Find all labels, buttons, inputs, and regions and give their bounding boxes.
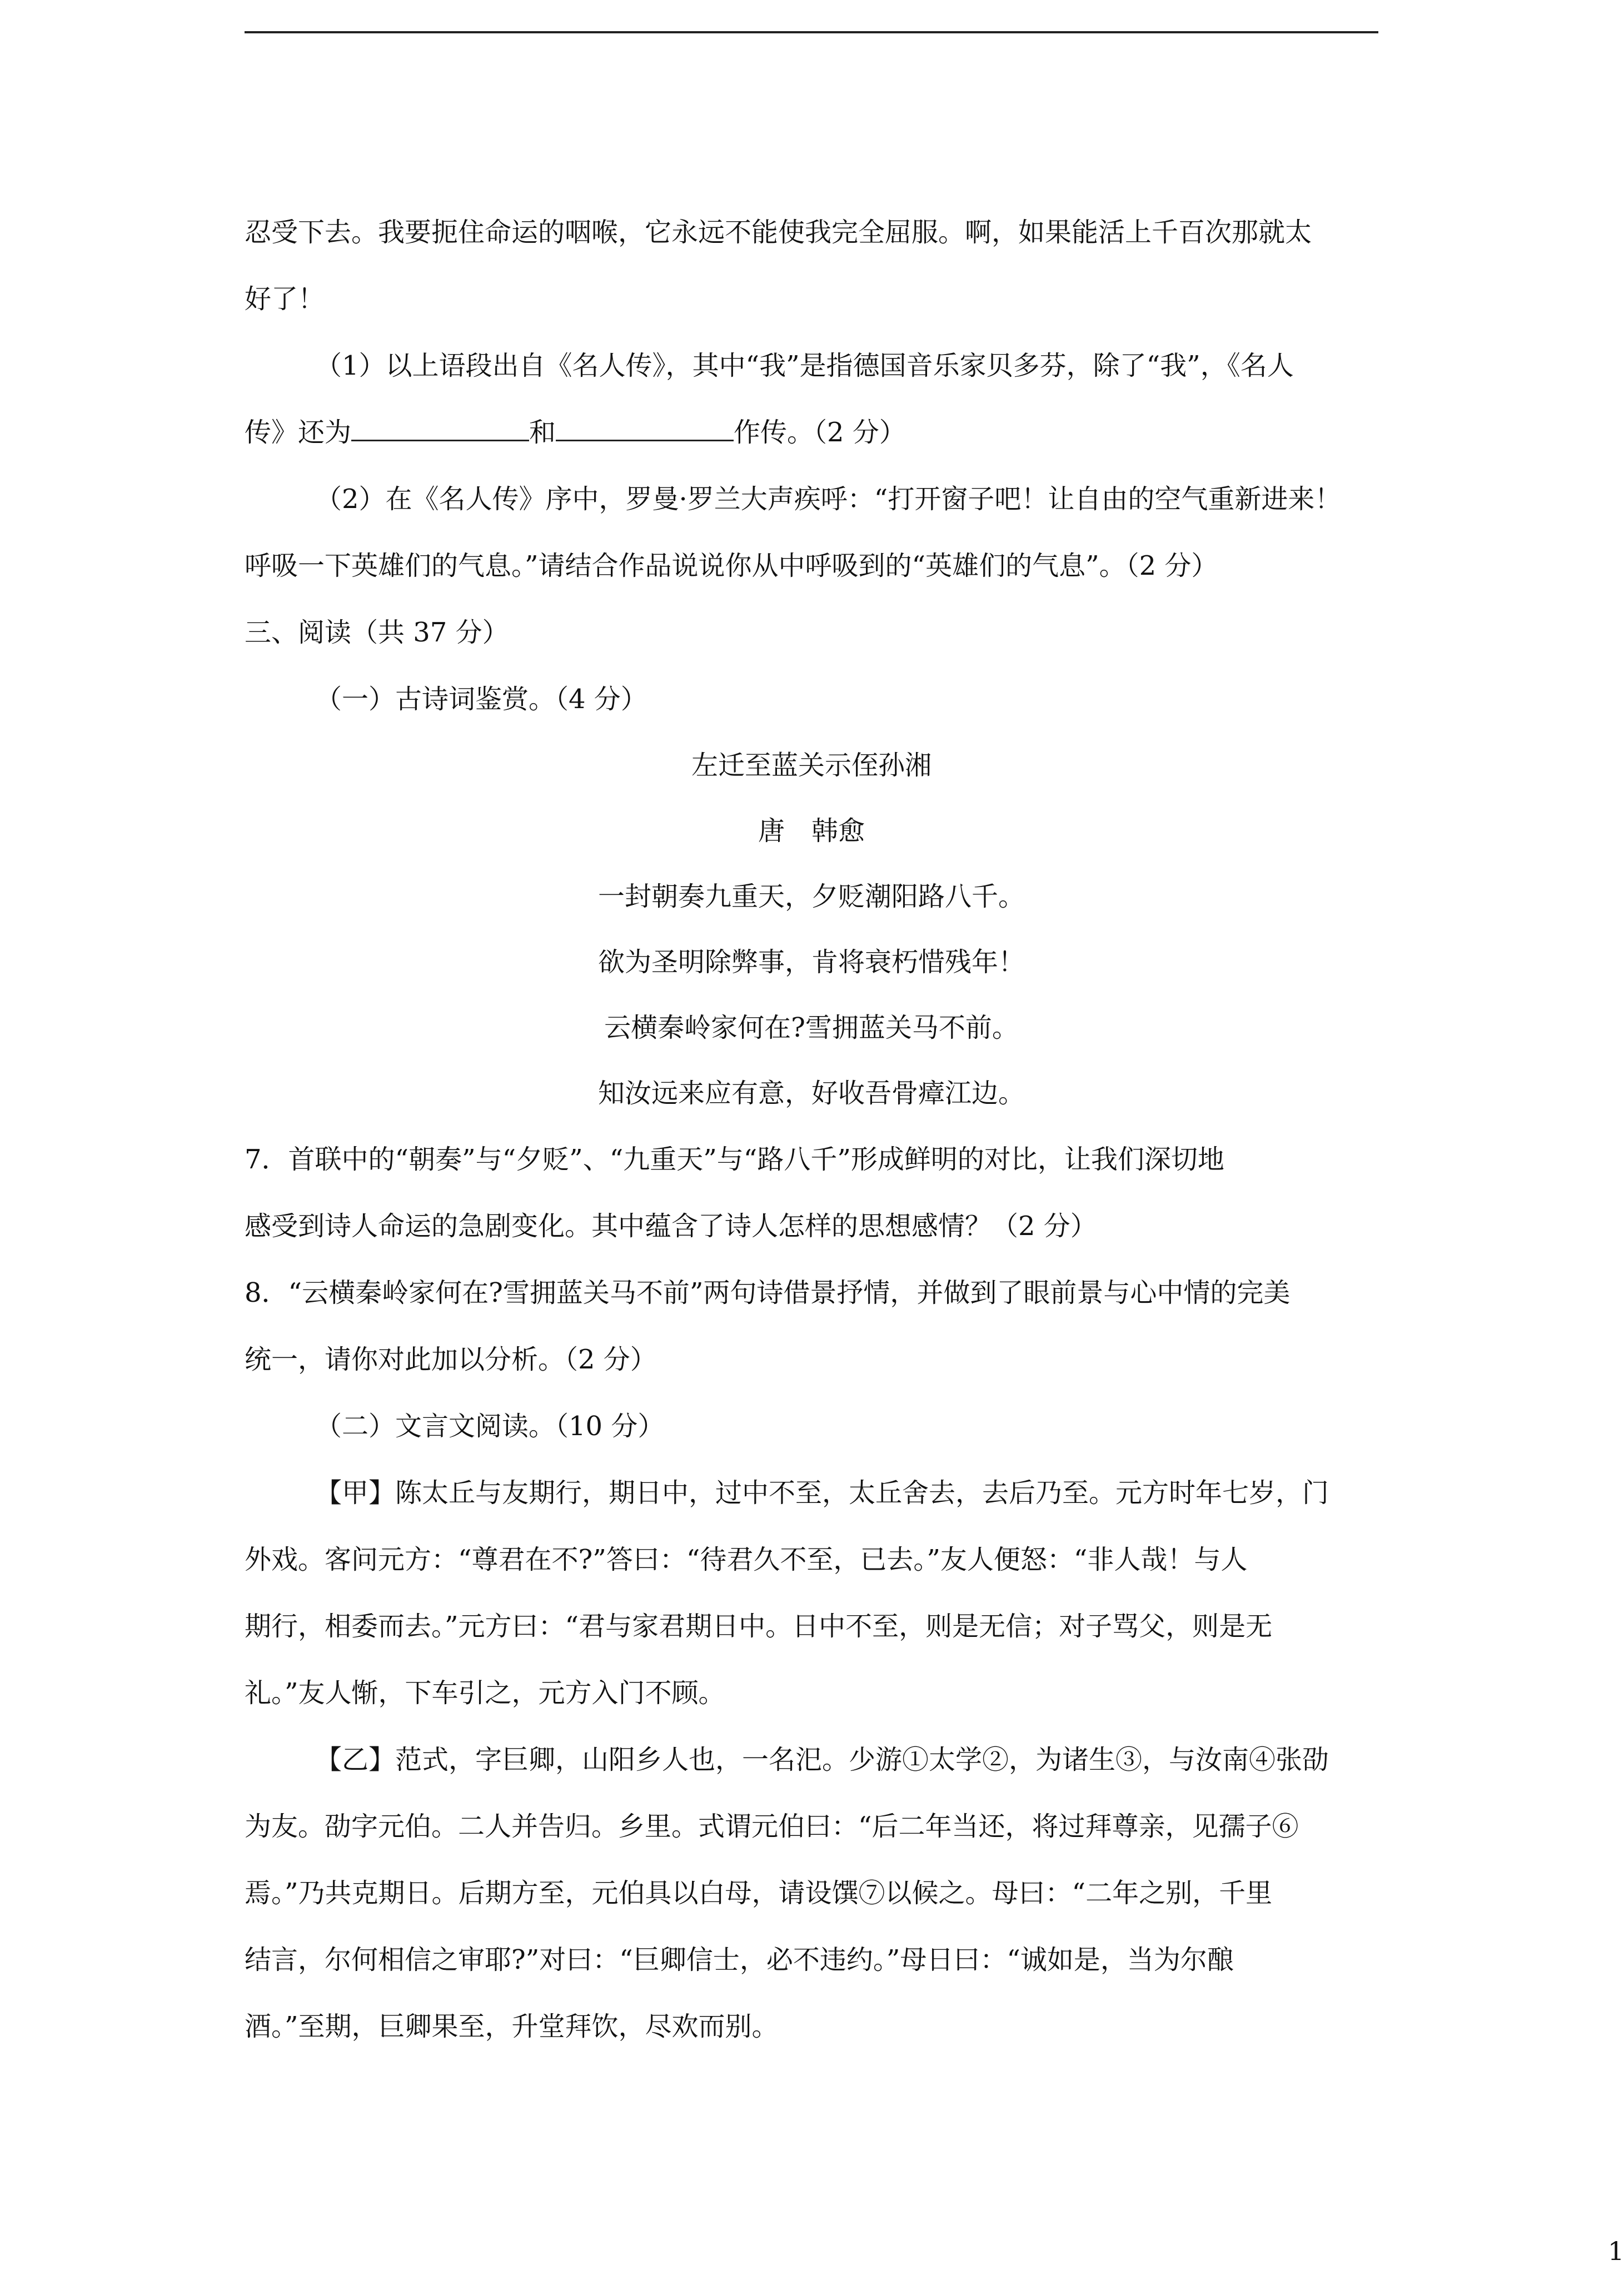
subsection-heading: （二）文言文阅读。（10 分） bbox=[315, 1411, 665, 1442]
answer-blank-2[interactable] bbox=[556, 417, 734, 441]
passage-jia-line: 期行，相委而去。”元方曰：“君与家君期日中。日中不至，则是无信；对子骂父，则是无 bbox=[245, 1611, 1273, 1642]
poem-line: 欲为圣明除弊事，肯将衰朽惜残年！ bbox=[597, 947, 1025, 978]
passage-jia-line: 【甲】陈太丘与友期行，期日中，过中不至，太丘舍去，去后乃至。元方时年七岁，门 bbox=[315, 1477, 1329, 1509]
poem-line: 云横秦岭家何在?雪拥蓝关马不前。 bbox=[604, 1012, 1019, 1043]
page-number: 1 bbox=[1608, 2236, 1624, 2266]
section-heading: 三、阅读（共 37 分） bbox=[245, 617, 509, 648]
poem-author: 唐 韩愈 bbox=[758, 815, 865, 847]
poem-title: 左迁至蓝关示侄孙湘 bbox=[691, 750, 931, 781]
document-body bbox=[245, 199, 1378, 2060]
text-line: 好了！ bbox=[245, 283, 325, 315]
passage-yi-line: 【乙】范式，字巨卿，山阳乡人也，一名汜。少游①太学②，为诸生③，与汝南④张劭 bbox=[315, 1744, 1329, 1775]
passage-jia-line: 礼。”友人惭，下车引之，元方入门不顾。 bbox=[245, 1677, 725, 1709]
passage-yi-line: 为友。劭字元伯。二人并告归。乡里。式谓元伯曰：“后二年当还，将过拜尊亲，见孺子⑥ bbox=[245, 1811, 1299, 1842]
question-7-text: 7．首联中的“朝奏”与“夕贬”、“九重天”与“路八千”形成鲜明的对比，让我们深切地 bbox=[245, 1144, 1224, 1175]
question-8-text: 8．“云横秦岭家何在?雪拥蓝关马不前”两句诗借景抒情，并做到了眼前景与心中情的完美 bbox=[245, 1277, 1291, 1308]
question-7-text-continued: 感受到诗人命运的急剧变化。其中蕴含了诗人怎样的思想感情？（2 分） bbox=[245, 1211, 1097, 1242]
passage-jia-line: 外戏。客问元方：“尊君在不?”答曰：“待君久不至，已去。”友人便怒：“非人哉！与人 bbox=[245, 1544, 1248, 1575]
poem bbox=[245, 733, 1378, 1126]
poem-line: 一封朝奏九重天，夕贬潮阳路八千。 bbox=[597, 881, 1025, 912]
subsection-heading: （一）古诗词鉴赏。（4 分） bbox=[315, 684, 647, 715]
header-rule bbox=[245, 31, 1378, 33]
question-1-text-continued: 传》还为 和 作传。（2 分） bbox=[245, 417, 906, 448]
answer-blank-1[interactable] bbox=[351, 417, 529, 441]
passage-yi-line: 焉。”乃共克期日。后期方至，元伯具以白母，请设馔⑦以候之。母曰：“二年之别，千里 bbox=[245, 1878, 1273, 1909]
passage-yi-line: 结言，尔何相信之审耶?”对曰：“巨卿信士，必不违约。”母日曰：“诚如是，当为尔酿 bbox=[245, 1944, 1234, 1975]
document-page bbox=[245, 0, 1624, 2275]
text-line: 忍受下去。我要扼住命运的咽喉，它永远不能使我完全屈服。啊，如果能活上千百次那就太 bbox=[245, 217, 1312, 248]
question-8-text-continued: 统一，请你对此加以分析。（2 分） bbox=[245, 1344, 657, 1375]
question-2-text: （2）在《名人传》序中，罗曼·罗兰大声疾呼：“打开窗子吧！让自由的空气重新进来！ bbox=[315, 484, 1342, 515]
question-1-text: （1）以上语段出自《名人传》，其中“我”是指德国音乐家贝多芬，除了“我”，《名人 bbox=[315, 350, 1294, 381]
poem-line: 知汝远来应有意，好收吾骨瘴江边。 bbox=[597, 1078, 1025, 1109]
question-2-text-continued: 呼吸一下英雄们的气息。”请结合作品说说你从中呼吸到的“英雄们的气息”。（2 分） bbox=[245, 550, 1218, 581]
passage-yi-line: 酒。”至期，巨卿果至，升堂拜饮，尽欢而别。 bbox=[245, 2011, 779, 2042]
